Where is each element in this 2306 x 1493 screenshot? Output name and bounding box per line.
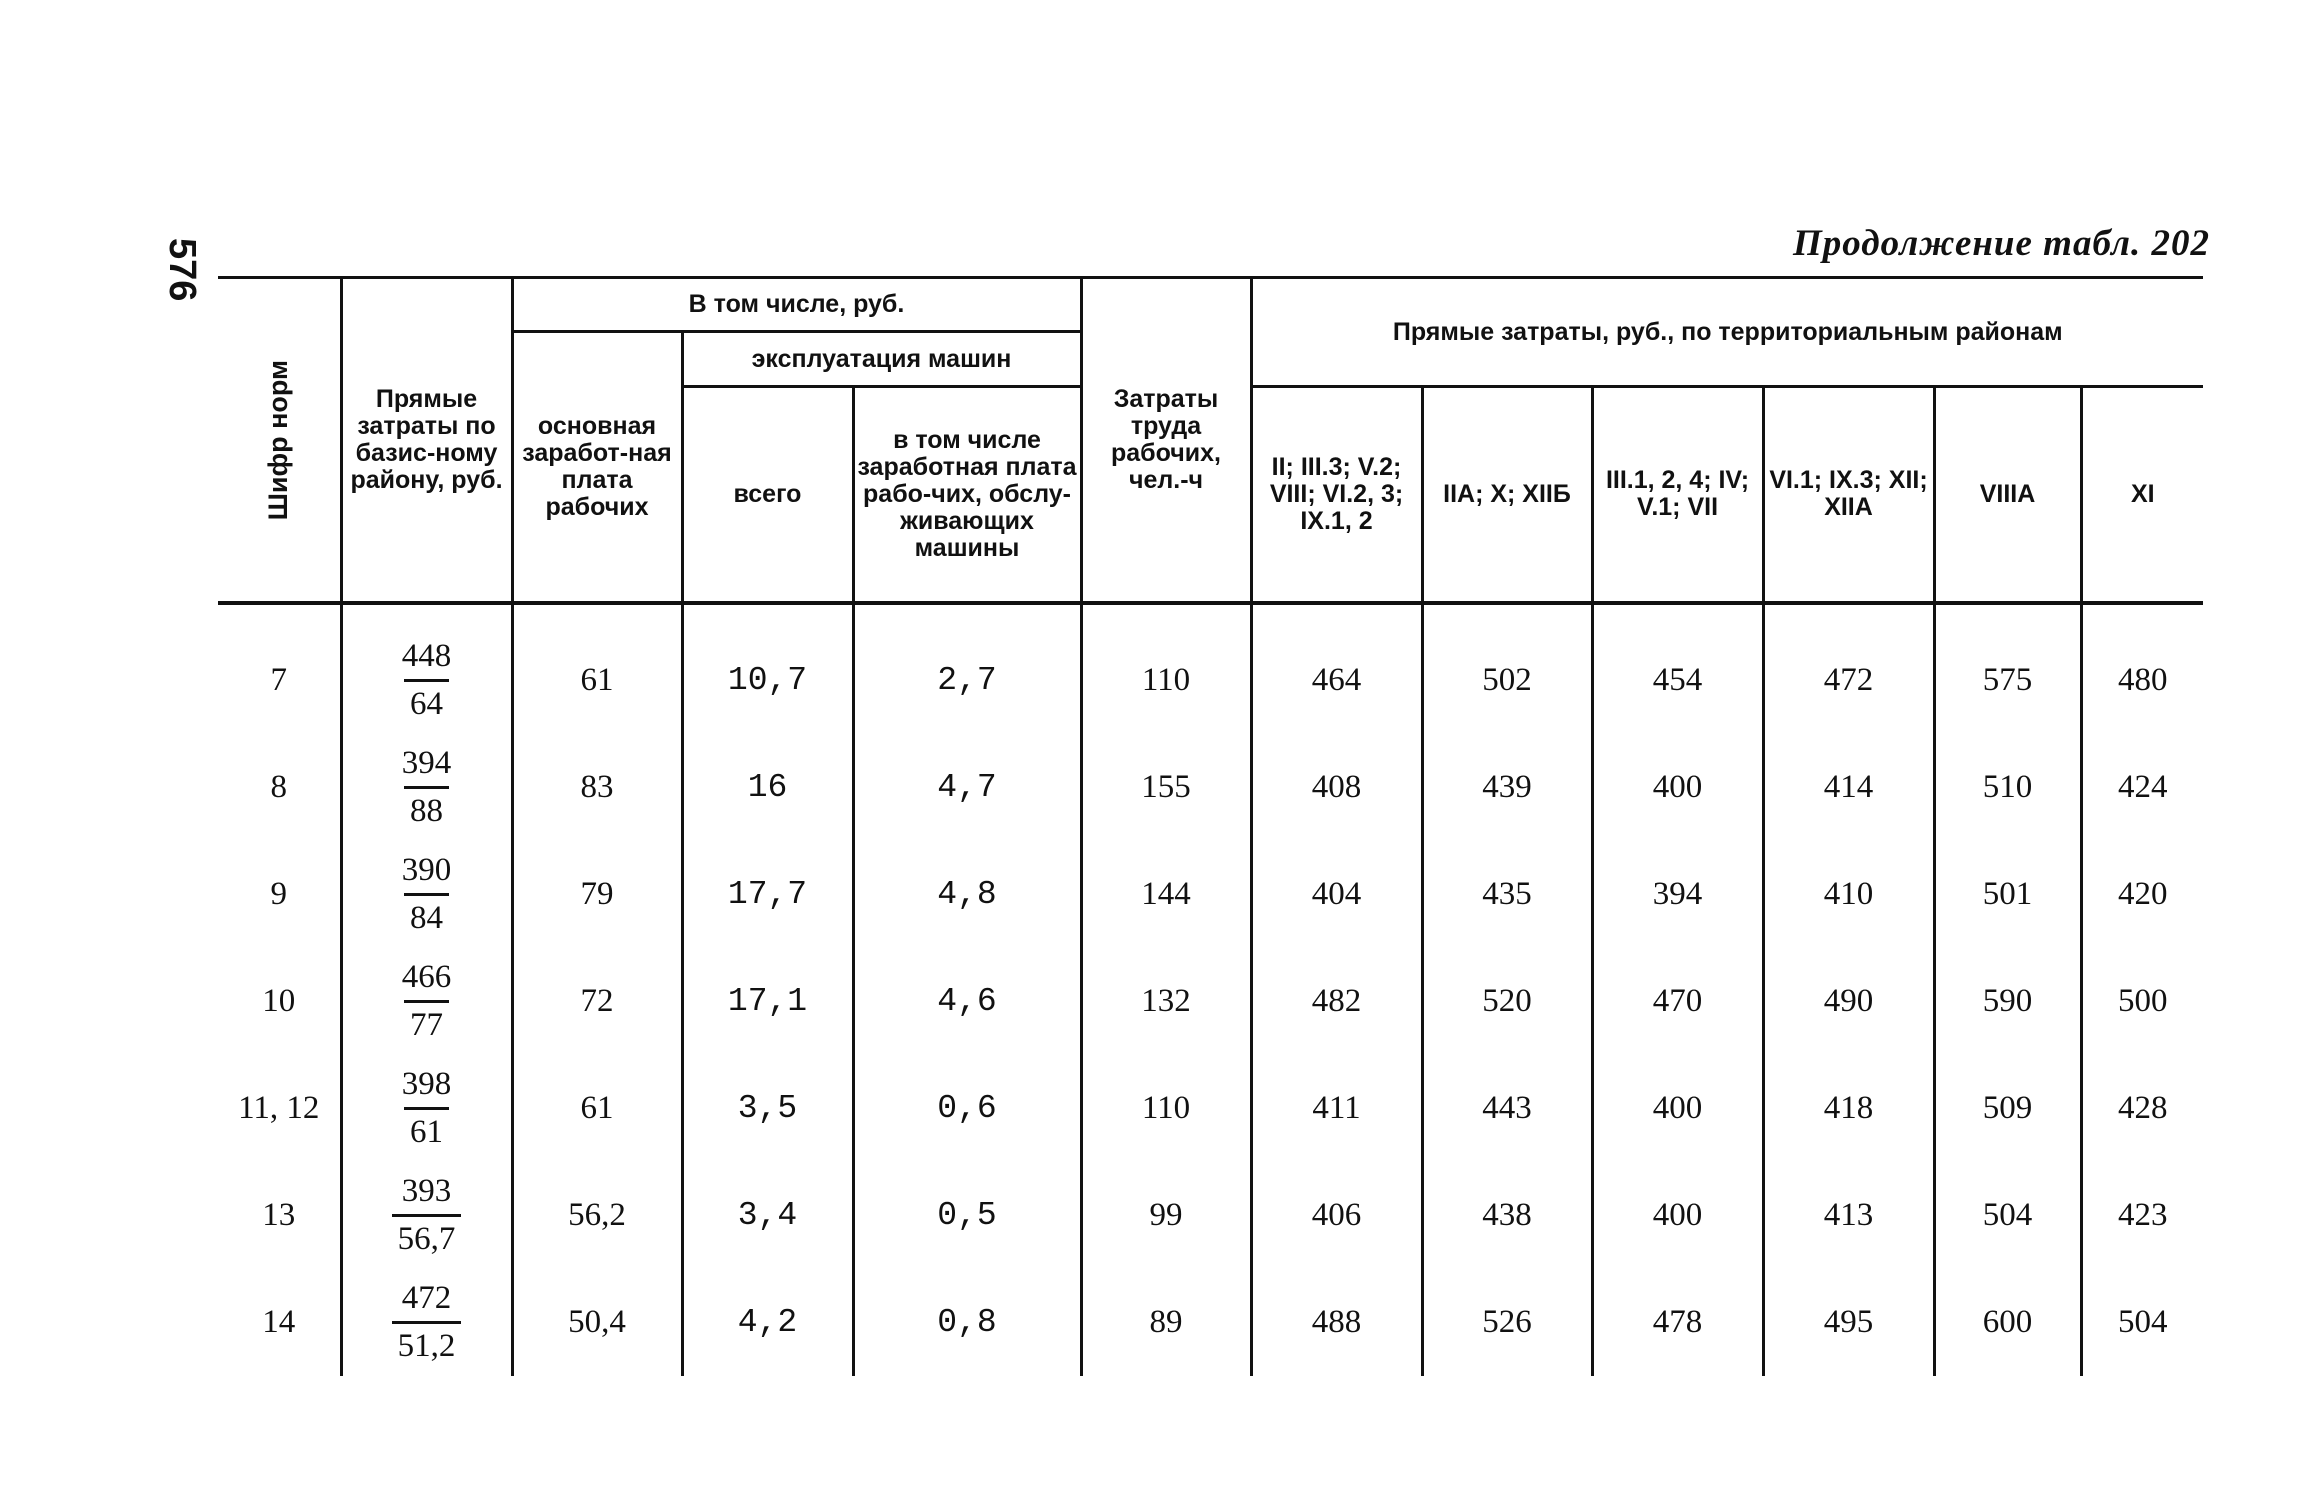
fraction-numerator: 466	[401, 958, 452, 995]
cell-direct-base	[341, 841, 512, 948]
cell-direct-base	[341, 1055, 512, 1162]
header-machine-wages: в том числе заработная плата рабо-чих, обслу-живающих машины	[853, 387, 1081, 603]
cell-machine-wages: 0,5	[853, 1162, 1081, 1269]
cell-region-4: 495	[1763, 1269, 1934, 1376]
cell-region-4: 490	[1763, 948, 1934, 1055]
cell-machine-wages: 4,7	[853, 734, 1081, 841]
cell-region-5: 510	[1934, 734, 2081, 841]
header-region-4: VI.1; IX.3; XII; XIIA	[1763, 387, 1934, 603]
cell-region-2: 443	[1422, 1055, 1592, 1162]
header-machine-total: всего	[682, 387, 853, 603]
cell-region-5: 600	[1934, 1269, 2081, 1376]
fraction-numerator: 398	[401, 1065, 452, 1102]
cell-region-4: 414	[1763, 734, 1934, 841]
cell-region-6: 423	[2081, 1162, 2203, 1269]
table-row	[218, 734, 2203, 841]
fraction-numerator: 390	[401, 851, 452, 888]
fraction	[392, 1280, 462, 1365]
cell-region-3: 478	[1592, 1269, 1763, 1376]
cell-machine-total: 10,7	[682, 603, 853, 734]
cell-region-5: 575	[1934, 603, 2081, 734]
header-code	[218, 278, 341, 603]
fraction-numerator: 393	[401, 1172, 452, 1209]
table-caption: Продолжение табл. 202	[1793, 223, 2210, 264]
fraction	[396, 852, 458, 937]
cell-region-5: 501	[1934, 841, 2081, 948]
cell-region-4: 418	[1763, 1055, 1934, 1162]
header-including-group: В том числе, руб.	[512, 278, 1081, 332]
cell-region-1: 488	[1251, 1269, 1422, 1376]
header-wages: основная заработ-ная плата рабочих	[512, 332, 682, 603]
cell-region-3: 470	[1592, 948, 1763, 1055]
fraction	[396, 959, 458, 1044]
cell-direct-base	[341, 948, 512, 1055]
cell-region-5: 509	[1934, 1055, 2081, 1162]
fraction	[396, 1066, 458, 1151]
cell-region-6: 424	[2081, 734, 2203, 841]
cell-wages: 50,4	[512, 1269, 682, 1376]
cell-region-5: 590	[1934, 948, 2081, 1055]
cell-machine-total: 17,1	[682, 948, 853, 1055]
cell-region-4: 410	[1763, 841, 1934, 948]
cell-region-6: 420	[2081, 841, 2203, 948]
cell-labor: 132	[1081, 948, 1251, 1055]
table-row	[218, 603, 2203, 734]
cell-direct-base	[341, 734, 512, 841]
fraction-numerator: 448	[401, 637, 452, 674]
fraction	[396, 638, 458, 723]
cell-region-1: 408	[1251, 734, 1422, 841]
cell-region-4: 472	[1763, 603, 1934, 734]
cell-region-6: 428	[2081, 1055, 2203, 1162]
cell-region-2: 439	[1422, 734, 1592, 841]
cell-code: 14	[262, 1303, 296, 1340]
table-row	[218, 1055, 2203, 1162]
table-row	[218, 841, 2203, 948]
cell-direct-base	[341, 1269, 512, 1376]
cell-region-6: 500	[2081, 948, 2203, 1055]
cell-region-3: 400	[1592, 1055, 1763, 1162]
norms-table	[218, 276, 2203, 1376]
header-regions-group: Прямые затраты, руб., по территориальным районам	[1251, 278, 2203, 387]
cell-labor: 110	[1081, 1055, 1251, 1162]
cell-region-2: 520	[1422, 948, 1592, 1055]
cell-machine-total: 3,5	[682, 1055, 853, 1162]
header-region-2: IIA; X; XIIБ	[1422, 387, 1592, 603]
cell-region-1: 464	[1251, 603, 1422, 734]
fraction	[396, 745, 458, 830]
header-region-3: III.1, 2, 4; IV; V.1; VII	[1592, 387, 1763, 603]
cell-wages: 79	[512, 841, 682, 948]
cell-code: 10	[262, 982, 296, 1019]
fraction-denominator: 88	[404, 786, 449, 830]
cell-wages: 61	[512, 603, 682, 734]
cell-region-2: 435	[1422, 841, 1592, 948]
cell-region-2: 438	[1422, 1162, 1592, 1269]
fraction	[392, 1173, 462, 1258]
header-machine-group: эксплуатация машин	[682, 332, 1081, 387]
table-body	[218, 603, 2203, 1376]
cell-machine-wages: 4,6	[853, 948, 1081, 1055]
cell-labor: 155	[1081, 734, 1251, 841]
cell-wages: 56,2	[512, 1162, 682, 1269]
page-number: 576	[161, 238, 203, 302]
cell-labor: 144	[1081, 841, 1251, 948]
fraction-denominator: 64	[404, 679, 449, 723]
header-region-5: VIIIA	[1934, 387, 2081, 603]
header-code-label: Шифр норм	[263, 359, 294, 520]
cell-wages: 61	[512, 1055, 682, 1162]
fraction-numerator: 394	[401, 744, 452, 781]
cell-code: 7	[270, 661, 287, 698]
cell-code: 9	[270, 875, 287, 912]
cell-region-3: 400	[1592, 734, 1763, 841]
cell-direct-base	[341, 603, 512, 734]
cell-code: 13	[262, 1196, 296, 1233]
header-labor: Затраты труда рабочих, чел.-ч	[1081, 278, 1251, 603]
cell-region-6: 504	[2081, 1269, 2203, 1376]
cell-labor: 89	[1081, 1269, 1251, 1376]
cell-direct-base	[341, 1162, 512, 1269]
table-row	[218, 948, 2203, 1055]
cell-wages: 72	[512, 948, 682, 1055]
header-region-1: II; III.3; V.2; VIII; VI.2, 3; IX.1, 2	[1251, 387, 1422, 603]
fraction-numerator: 472	[401, 1279, 452, 1316]
cell-region-4: 413	[1763, 1162, 1934, 1269]
fraction-denominator: 56,7	[392, 1214, 462, 1258]
cell-machine-wages: 2,7	[853, 603, 1081, 734]
table-row	[218, 1269, 2203, 1376]
table-row	[218, 1162, 2203, 1269]
cell-region-2: 502	[1422, 603, 1592, 734]
cell-machine-total: 16	[682, 734, 853, 841]
cell-region-5: 504	[1934, 1162, 2081, 1269]
cell-machine-total: 4,2	[682, 1269, 853, 1376]
table-header	[218, 278, 2203, 603]
fraction-denominator: 61	[404, 1107, 449, 1151]
cell-code: 8	[270, 768, 287, 805]
cell-region-1: 404	[1251, 841, 1422, 948]
fraction-denominator: 51,2	[392, 1321, 462, 1365]
cell-region-3: 400	[1592, 1162, 1763, 1269]
cell-labor: 110	[1081, 603, 1251, 734]
cell-machine-wages: 0,6	[853, 1055, 1081, 1162]
cell-wages: 83	[512, 734, 682, 841]
cell-machine-total: 3,4	[682, 1162, 853, 1269]
cell-region-3: 394	[1592, 841, 1763, 948]
fraction-denominator: 77	[404, 1000, 449, 1044]
cell-labor: 99	[1081, 1162, 1251, 1269]
cell-region-3: 454	[1592, 603, 1763, 734]
cell-machine-wages: 4,8	[853, 841, 1081, 948]
fraction-denominator: 84	[404, 893, 449, 937]
cell-region-6: 480	[2081, 603, 2203, 734]
cell-code: 11, 12	[238, 1089, 320, 1126]
header-direct-base: Прямые затраты по базис-ному району, руб.	[341, 278, 512, 603]
cell-machine-total: 17,7	[682, 841, 853, 948]
cell-region-1: 482	[1251, 948, 1422, 1055]
cell-region-1: 406	[1251, 1162, 1422, 1269]
header-region-6: XI	[2081, 387, 2203, 603]
cell-region-1: 411	[1251, 1055, 1422, 1162]
cell-region-2: 526	[1422, 1269, 1592, 1376]
cell-machine-wages: 0,8	[853, 1269, 1081, 1376]
